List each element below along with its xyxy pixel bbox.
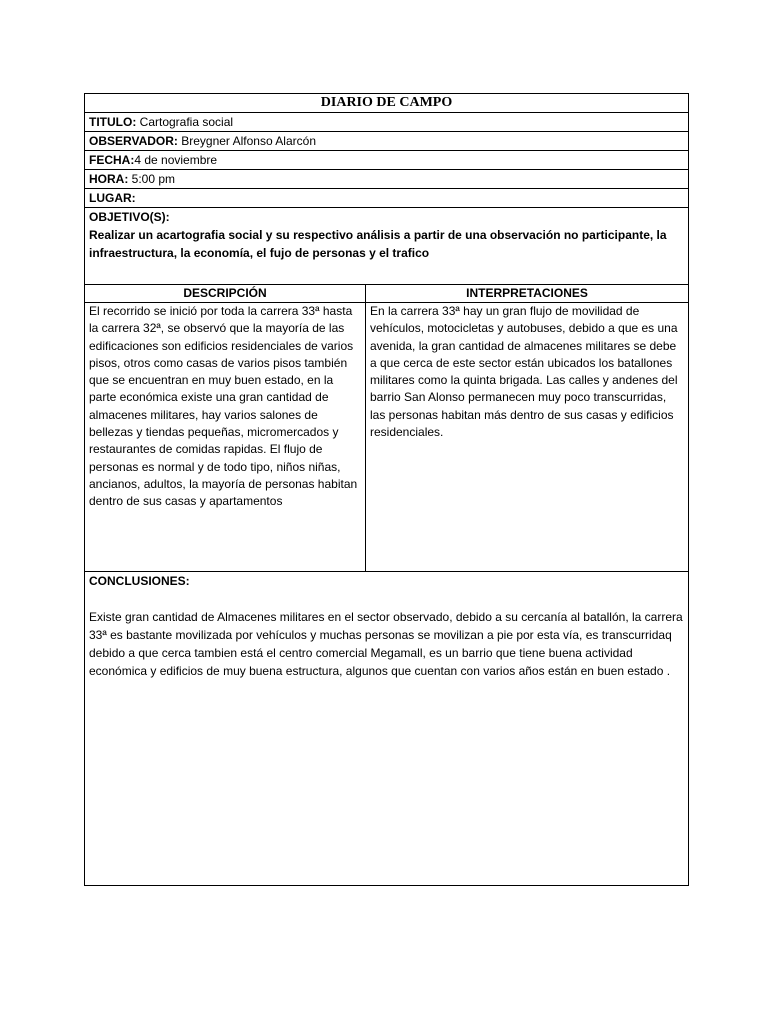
interpretaciones-text: En la carrera 33ª hay un gran flujo de movilidad de vehículos, motocicletas y autobuses, debido a que es una avenida, la gran cantidad de almacenes militares se debe a que cerca de este sector están ubicados los batallones militares como la quinta brigada. Las calles y andenes del barrio San Alonso permanecen muy poco transcurridas, las personas habitan más dentro de sus casas y edificios residenciales. [366, 303, 689, 572]
interpretaciones-header: INTERPRETACIONES [366, 285, 689, 303]
titulo-value: Cartografia social [136, 115, 234, 129]
objetivo-cell [85, 208, 689, 285]
conclusiones-spacer [89, 590, 684, 608]
conclusiones-text: Existe gran cantidad de Almacenes militares en el sector observado, debido a su cercanía al batallón, la carrera 33ª es bastante movilizada por vehículos y muchas personas se movilizan a pie por esta vía, es transcurridaq debido a que cerca tambien está el centro comercial Megamall, es un barrio que tiene buena actividad económica y edificios de muy buena estructura, algunos que cuentan con varios años están en buen estado . [89, 610, 683, 678]
conclusiones-cell [85, 572, 689, 886]
descripcion-text: El recorrido se inició por toda la carrera 33ª hasta la carrera 32ª, se observó que la mayoría de las edificaciones son edificios residenciales de varios pisos, otros como casas de varios pisos también que se encuentran en muy buen estado, en la parte económica existe una gran cantidad de almacenes militares, hay varios salones de bellezas y tiendas pequeñas, micromercados y restaurantes de comidas rapidas. El flujo de personas es normal y de todo tipo, niños niñas, ancianos, adultos, la mayoría de personas habitan dentro de sus casas y apartamentos [85, 303, 366, 572]
hora-value: 5:00 pm [128, 172, 176, 186]
titulo-row [85, 113, 689, 132]
field-diary-table [84, 93, 689, 886]
titulo-label: TITULO: [89, 115, 137, 129]
lugar-row [85, 189, 689, 208]
hora-label: HORA: [89, 172, 129, 186]
objetivo-text: Realizar un acartografia social y su respectivo análisis a partir de una observación no participante, la infraestructura, la economía, el fujo de personas y el trafico [89, 228, 667, 260]
fecha-value: 4 de noviembre [134, 153, 218, 167]
observador-value: Breygner Alfonso Alarcón [177, 134, 316, 148]
document-title: DIARIO DE CAMPO [85, 94, 689, 113]
observador-label: OBSERVADOR: [89, 134, 178, 148]
lugar-label: LUGAR: [89, 191, 136, 205]
descripcion-header: DESCRIPCIÓN [85, 285, 366, 303]
fecha-label: FECHA: [89, 153, 135, 167]
hora-row [85, 170, 689, 189]
fecha-row [85, 151, 689, 170]
observador-row [85, 132, 689, 151]
conclusiones-label: CONCLUSIONES: [89, 574, 190, 588]
objetivo-label: OBJETIVO(S): [89, 210, 170, 224]
